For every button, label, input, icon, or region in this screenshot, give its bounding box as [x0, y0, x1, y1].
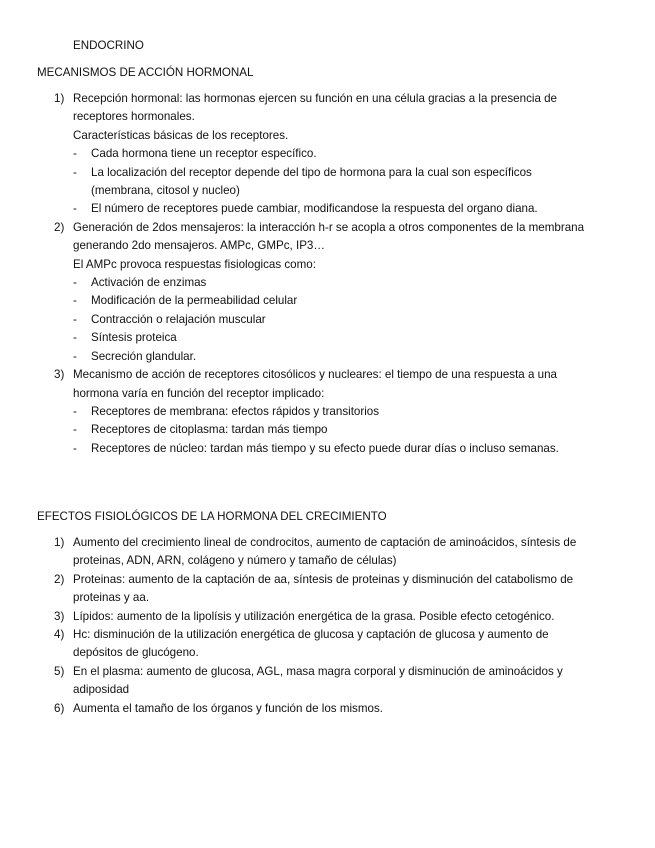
item-text: Mecanismo de acción de receptores citosólicos y nucleares: el tiempo de una respuesta a una hormona varía en función del receptor implicado:	[73, 368, 557, 400]
bullet-text: Modificación de la permeabilidad celular	[91, 294, 298, 308]
item-number: 5)	[54, 664, 65, 678]
list-item	[37, 608, 597, 626]
item-text: En el plasma: aumento de glucosa, AGL, masa magra corporal y disminución de aminoácidos y adiposidad	[73, 664, 563, 697]
list-item	[37, 663, 597, 700]
bullet-text: Secreción glandular.	[91, 349, 197, 363]
bullet-text: Síntesis proteica	[91, 331, 177, 345]
bullet-text: Contracción o relajación muscular	[91, 312, 266, 326]
section-heading-mecanismos: MECANISMOS DE ACCIÓN HORMONAL	[37, 66, 254, 79]
bullet-item	[73, 274, 597, 292]
dash-icon: -	[73, 423, 77, 437]
item-number: 2)	[54, 572, 65, 586]
item-number: 6)	[54, 701, 65, 715]
dash-icon: -	[73, 294, 77, 308]
bullet-text: Activación de enzimas	[91, 276, 207, 290]
dash-icon: -	[73, 349, 77, 363]
bullet-text: Receptores de núcleo: tardan más tiempo y su efecto puede durar días o incluso semanas.	[91, 441, 559, 455]
bullet-text: La localización del receptor depende del tipo de hormona para la cual son específicos (membrana, citosol y nucleo)	[91, 165, 532, 198]
list-item	[37, 219, 597, 366]
bullet-list	[73, 145, 597, 219]
list-item	[37, 366, 597, 458]
item-intro: El AMPc provoca respuestas fisiologicas como:	[73, 257, 316, 271]
item-text: Lípidos: aumento de la lipolísis y utilización energética de la grasa. Posible efecto cetogénico.	[73, 609, 555, 623]
item-text: Recepción hormonal: las hormonas ejercen su función en una célula gracias a la presencia de receptores hormonales.	[73, 92, 558, 124]
bullet-text: El número de receptores puede cambiar, modificandose la respuesta del organo diana.	[91, 202, 538, 216]
list-item	[37, 626, 597, 663]
dash-icon: -	[73, 404, 77, 418]
item-number: 1)	[54, 92, 65, 105]
mecanismos-list	[37, 90, 597, 458]
bullet-item	[73, 164, 597, 201]
list-item	[37, 571, 597, 608]
bullet-item	[73, 329, 597, 347]
list-item	[37, 700, 597, 718]
bullet-list	[73, 274, 597, 366]
dash-icon: -	[73, 165, 77, 179]
bullet-list	[73, 403, 597, 458]
item-text: Aumenta el tamaño de los órganos y función de los mismos.	[73, 701, 383, 715]
bullet-item	[73, 440, 597, 458]
bullet-item	[73, 200, 597, 218]
list-item	[37, 534, 597, 571]
item-text: Aumento del crecimiento lineal de condrocitos, aumento de captación de aminoácidos, síntesis de proteinas, ADN, ARN, colágeno y número y tamaño de células)	[73, 536, 577, 568]
item-number: 3)	[54, 609, 65, 623]
item-number: 3)	[54, 368, 65, 382]
dash-icon: -	[73, 202, 77, 216]
document-title: ENDOCRINO	[73, 39, 144, 52]
bullet-item	[73, 421, 597, 439]
bullet-item	[73, 403, 597, 421]
item-text: Proteinas: aumento de la captación de aa, síntesis de proteinas y disminución del catabolismo de proteinas y aa.	[73, 572, 574, 605]
bullet-text: Cada hormona tiene un receptor específico.	[91, 147, 317, 161]
item-number: 1)	[54, 536, 65, 549]
dash-icon: -	[73, 276, 77, 290]
list-item	[37, 90, 597, 219]
dash-icon: -	[73, 441, 77, 455]
bullet-item	[73, 311, 597, 329]
item-text: Generación de 2dos mensajeros: la interacción h-r se acopla a otros componentes de la membrana generando 2do mensajeros. AMPc, GMPc, IP3…	[73, 220, 585, 253]
bullet-item	[73, 348, 597, 366]
dash-icon: -	[73, 312, 77, 326]
item-number: 2)	[54, 220, 65, 234]
bullet-item	[73, 145, 597, 163]
dash-icon: -	[73, 147, 77, 161]
item-number: 4)	[54, 628, 65, 642]
section-heading-efectos: EFECTOS FISIOLÓGICOS DE LA HORMONA DEL CRECIMIENTO	[37, 510, 387, 523]
bullet-text: Receptores de membrana: efectos rápidos y transitorios	[91, 404, 380, 418]
efectos-list	[37, 534, 597, 718]
item-intro: Características básicas de los receptores.	[73, 128, 289, 142]
dash-icon: -	[73, 331, 77, 345]
bullet-item	[73, 292, 597, 310]
item-text: Hc: disminución de la utilización energética de glucosa y captación de glucosa y aumento de depósitos de glucógeno.	[73, 628, 549, 660]
bullet-text: Receptores de citoplasma: tardan más tiempo	[91, 423, 328, 437]
